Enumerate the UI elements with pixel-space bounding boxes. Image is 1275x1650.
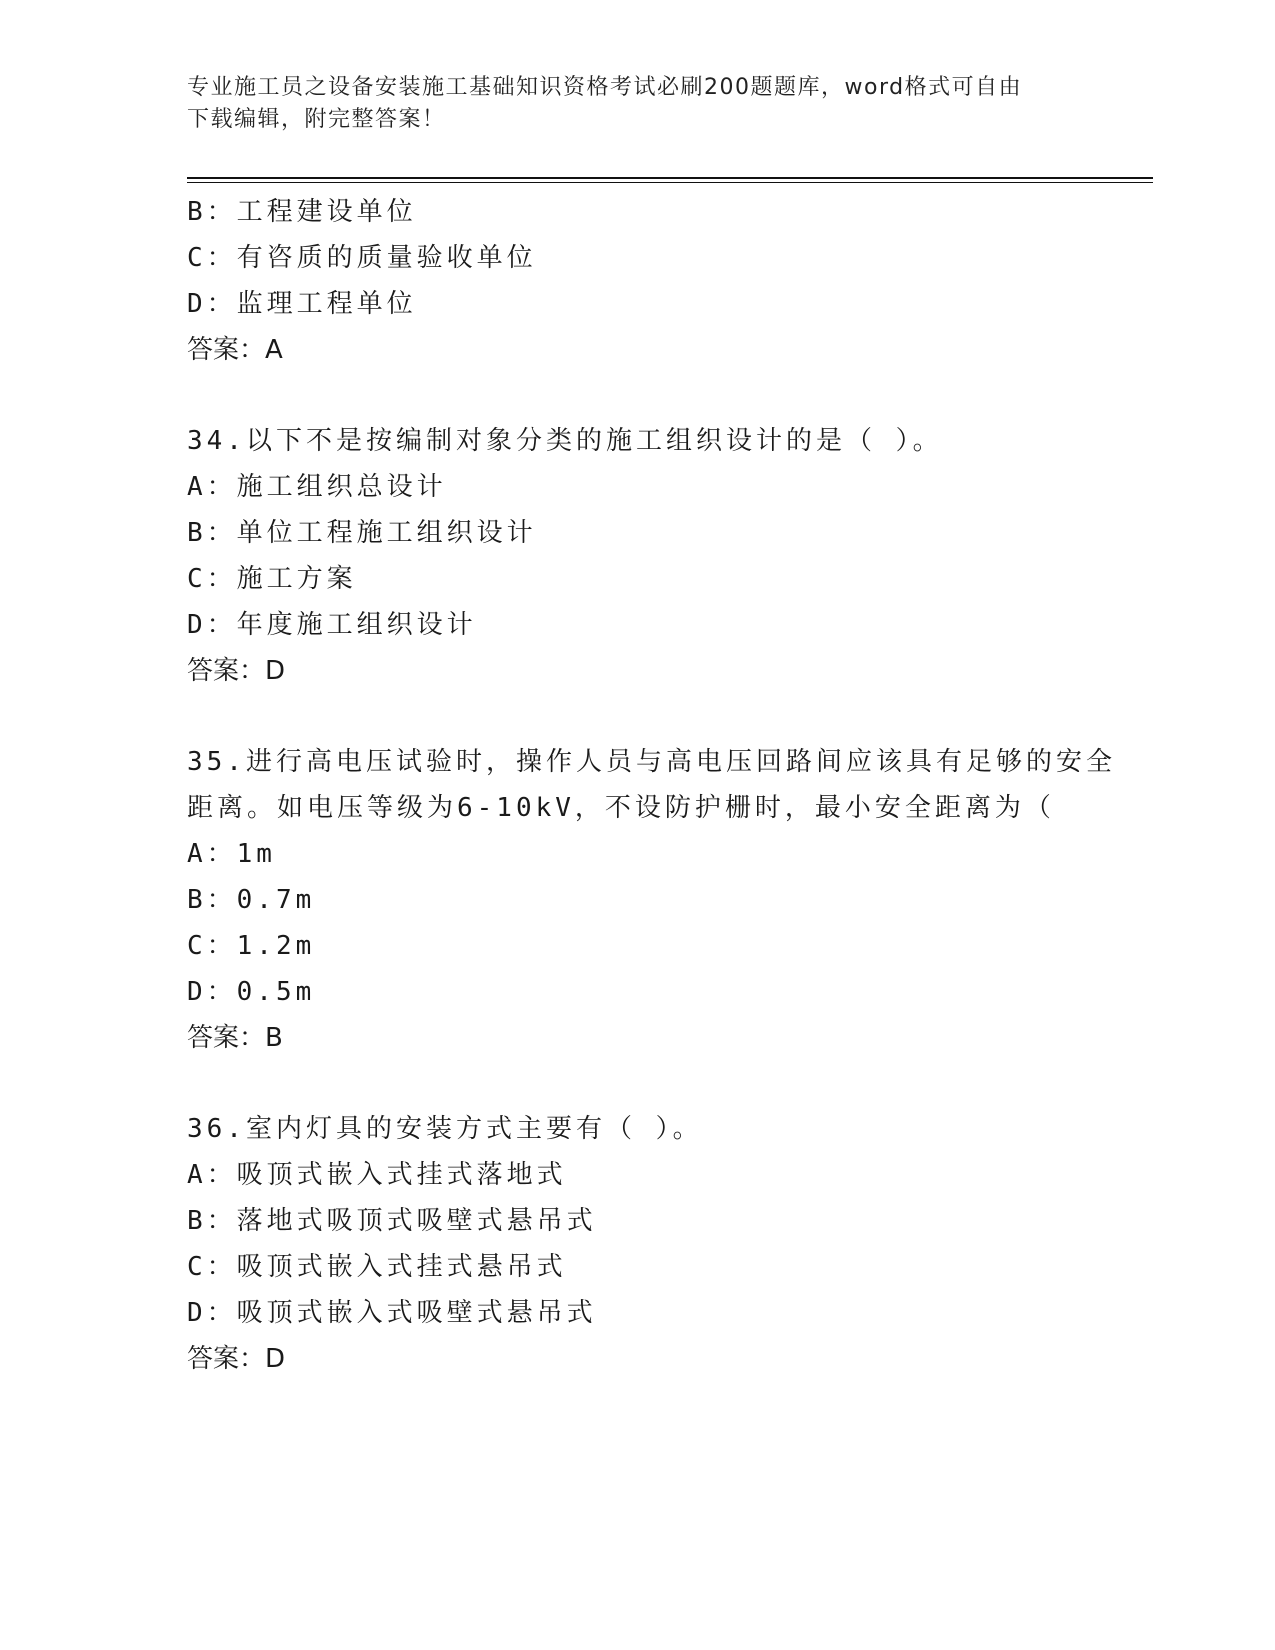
option-b: B：0.7m: [187, 885, 316, 915]
question-stem: 36.室内灯具的安装方式主要有（ ）。: [187, 1114, 703, 1144]
option-d: D：年度施工组织设计: [187, 610, 477, 640]
answer: 答案：D: [187, 656, 286, 686]
option-a: A：吸顶式嵌入式挂式落地式: [187, 1160, 567, 1190]
question-stem: 34.以下不是按编制对象分类的施工组织设计的是（ ）。: [187, 426, 943, 456]
option-a: A：施工组织总设计: [187, 472, 447, 502]
option-b: B：落地式吸顶式吸壁式悬吊式: [187, 1206, 597, 1236]
option-c: C：有咨质的质量验收单位: [187, 243, 537, 273]
question-36: [187, 1106, 1087, 1382]
header-divider-thin: [187, 182, 1153, 183]
question-35: [187, 739, 1116, 1061]
question-list: [187, 189, 1116, 1382]
answer: 答案：B: [187, 1023, 283, 1053]
option-d: D：吸顶式嵌入式吸壁式悬吊式: [187, 1298, 597, 1328]
question-33-continued: [187, 189, 1087, 373]
option-c: C：吸顶式嵌入式挂式悬吊式: [187, 1252, 567, 1282]
option-c: C：施工方案: [187, 564, 357, 594]
option-d: D：0.5m: [187, 977, 316, 1007]
header-line-2: 下载编辑，附完整答案！: [187, 107, 446, 132]
answer: 答案：A: [187, 335, 283, 365]
header-divider-thick: [187, 177, 1153, 179]
header-line-1: 专业施工员之设备安装施工基础知识资格考试必刷200题题库，word格式可自由: [187, 75, 1023, 100]
question-34: [187, 418, 1087, 694]
option-d: D：监理工程单位: [187, 289, 417, 319]
question-stem-continued: 距离。如电压等级为6-10kV，不设防护栅时，最小安全距离为（: [187, 793, 1055, 823]
answer: 答案：D: [187, 1344, 286, 1374]
option-b: B：工程建设单位: [187, 197, 417, 227]
question-stem: 35.进行高电压试验时，操作人员与高电压回路间应该具有足够的安全: [187, 747, 1116, 777]
document-header: [187, 72, 1087, 136]
option-a: A：1m: [187, 839, 276, 869]
option-b: B：单位工程施工组织设计: [187, 518, 537, 548]
option-c: C：1.2m: [187, 931, 316, 961]
